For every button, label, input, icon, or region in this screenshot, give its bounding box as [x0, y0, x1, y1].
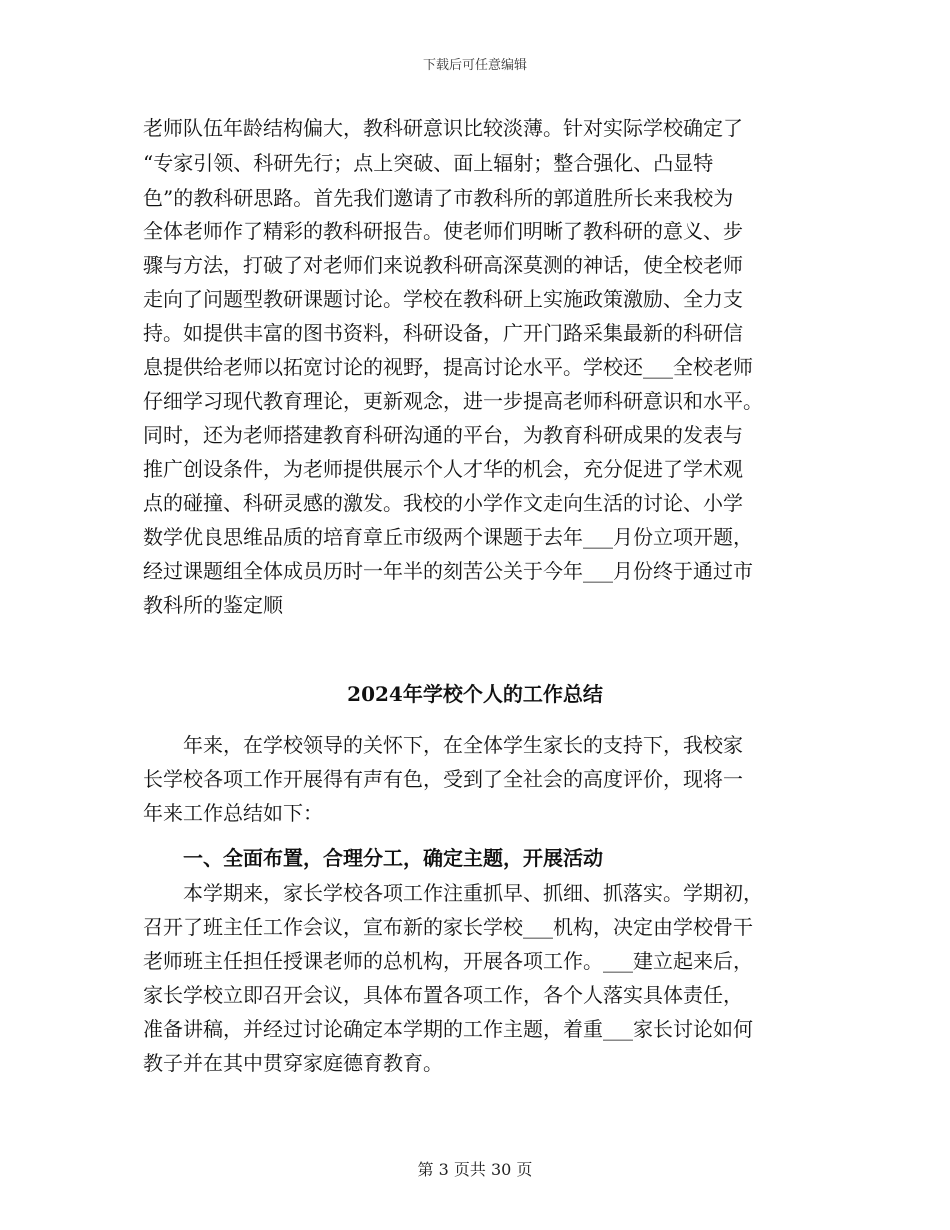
- subheading: 一、全面布置，合理分工，确定主题，开展活动: [183, 846, 603, 870]
- text-line: 仔细学习现代教育理论，更新观念，进一步提高老师科研意识和水平。: [143, 389, 763, 413]
- text-line: 持。如提供丰富的图书资料，科研设备，广开门路采集最新的科研信: [143, 321, 743, 345]
- page-header: 下载后可任意编辑: [422, 58, 527, 73]
- text-line: 经过课题组全体成员历时一年半的刻苦公关于今年___月份终于通过市: [143, 559, 753, 583]
- text-line: 年来，在学校领导的关怀下，在全体学生家长的支持下，我校家: [183, 733, 743, 757]
- text-line: 色”的教科研思路。首先我们邀请了市教科所的郭道胜所长来我校为: [143, 186, 734, 210]
- text-line: 家长学校立即召开会议，具体布置各项工作，各个人落实具体责任，: [143, 983, 743, 1007]
- text-line: 走向了问题型教研课题讨论。学校在教科研上实施政策激励、全力支: [143, 287, 743, 311]
- text-line: 同时，还为老师搭建教育科研沟通的平台，为教育科研成果的发表与: [143, 423, 743, 447]
- text-line: 息提供给老师以拓宽讨论的视野，提高讨论水平。学校还___全校老师: [143, 355, 753, 379]
- text-line: 推广创设条件，为老师提供展示个人才华的机会，充分促进了学术观: [143, 457, 743, 481]
- text-line: 点的碰撞、科研灵感的激发。我校的小学作文走向生活的讨论、小学: [143, 491, 743, 515]
- text-line: 数学优良思维品质的培育章丘市级两个课题于去年___月份立项开题，: [143, 525, 753, 549]
- text-line: 骤与方法，打破了对老师们来说教科研高深莫测的神话，使全校老师: [143, 253, 743, 277]
- text-line: 年来工作总结如下：: [143, 801, 323, 825]
- text-line: 老师队伍年龄结构偏大，教科研意识比较淡薄。针对实际学校确定了: [143, 116, 743, 140]
- text-line: 本学期来，家长学校各项工作注重抓早、抓细、抓落实。学期初，: [183, 881, 763, 905]
- text-line: 准备讲稿，并经过讨论确定本学期的工作主题，着重___家长讨论如何: [143, 1017, 753, 1041]
- text-line: “专家引领、科研先行；点上突破、面上辐射；整合强化、凸显特: [143, 151, 714, 175]
- text-line: 全体老师作了精彩的教科研报告。使老师们明晰了教科研的意义、步: [143, 219, 743, 243]
- section-title: 2024年学校个人的工作总结: [347, 682, 603, 706]
- text-line: 教子并在其中贯穿家庭德育教育。: [143, 1051, 443, 1075]
- text-line: 长学校各项工作开展得有声有色，受到了全社会的高度评价，现将一: [143, 767, 743, 791]
- text-line: 老师班主任担任授课老师的总机构，开展各项工作。___建立起来后，: [143, 949, 753, 973]
- page-footer: 第 3 页共 30 页: [417, 1160, 533, 1179]
- text-line: 召开了班主任工作会议，宣布新的家长学校___机构，决定由学校骨干: [143, 915, 753, 939]
- text-line: 教科所的鉴定顺: [143, 593, 283, 617]
